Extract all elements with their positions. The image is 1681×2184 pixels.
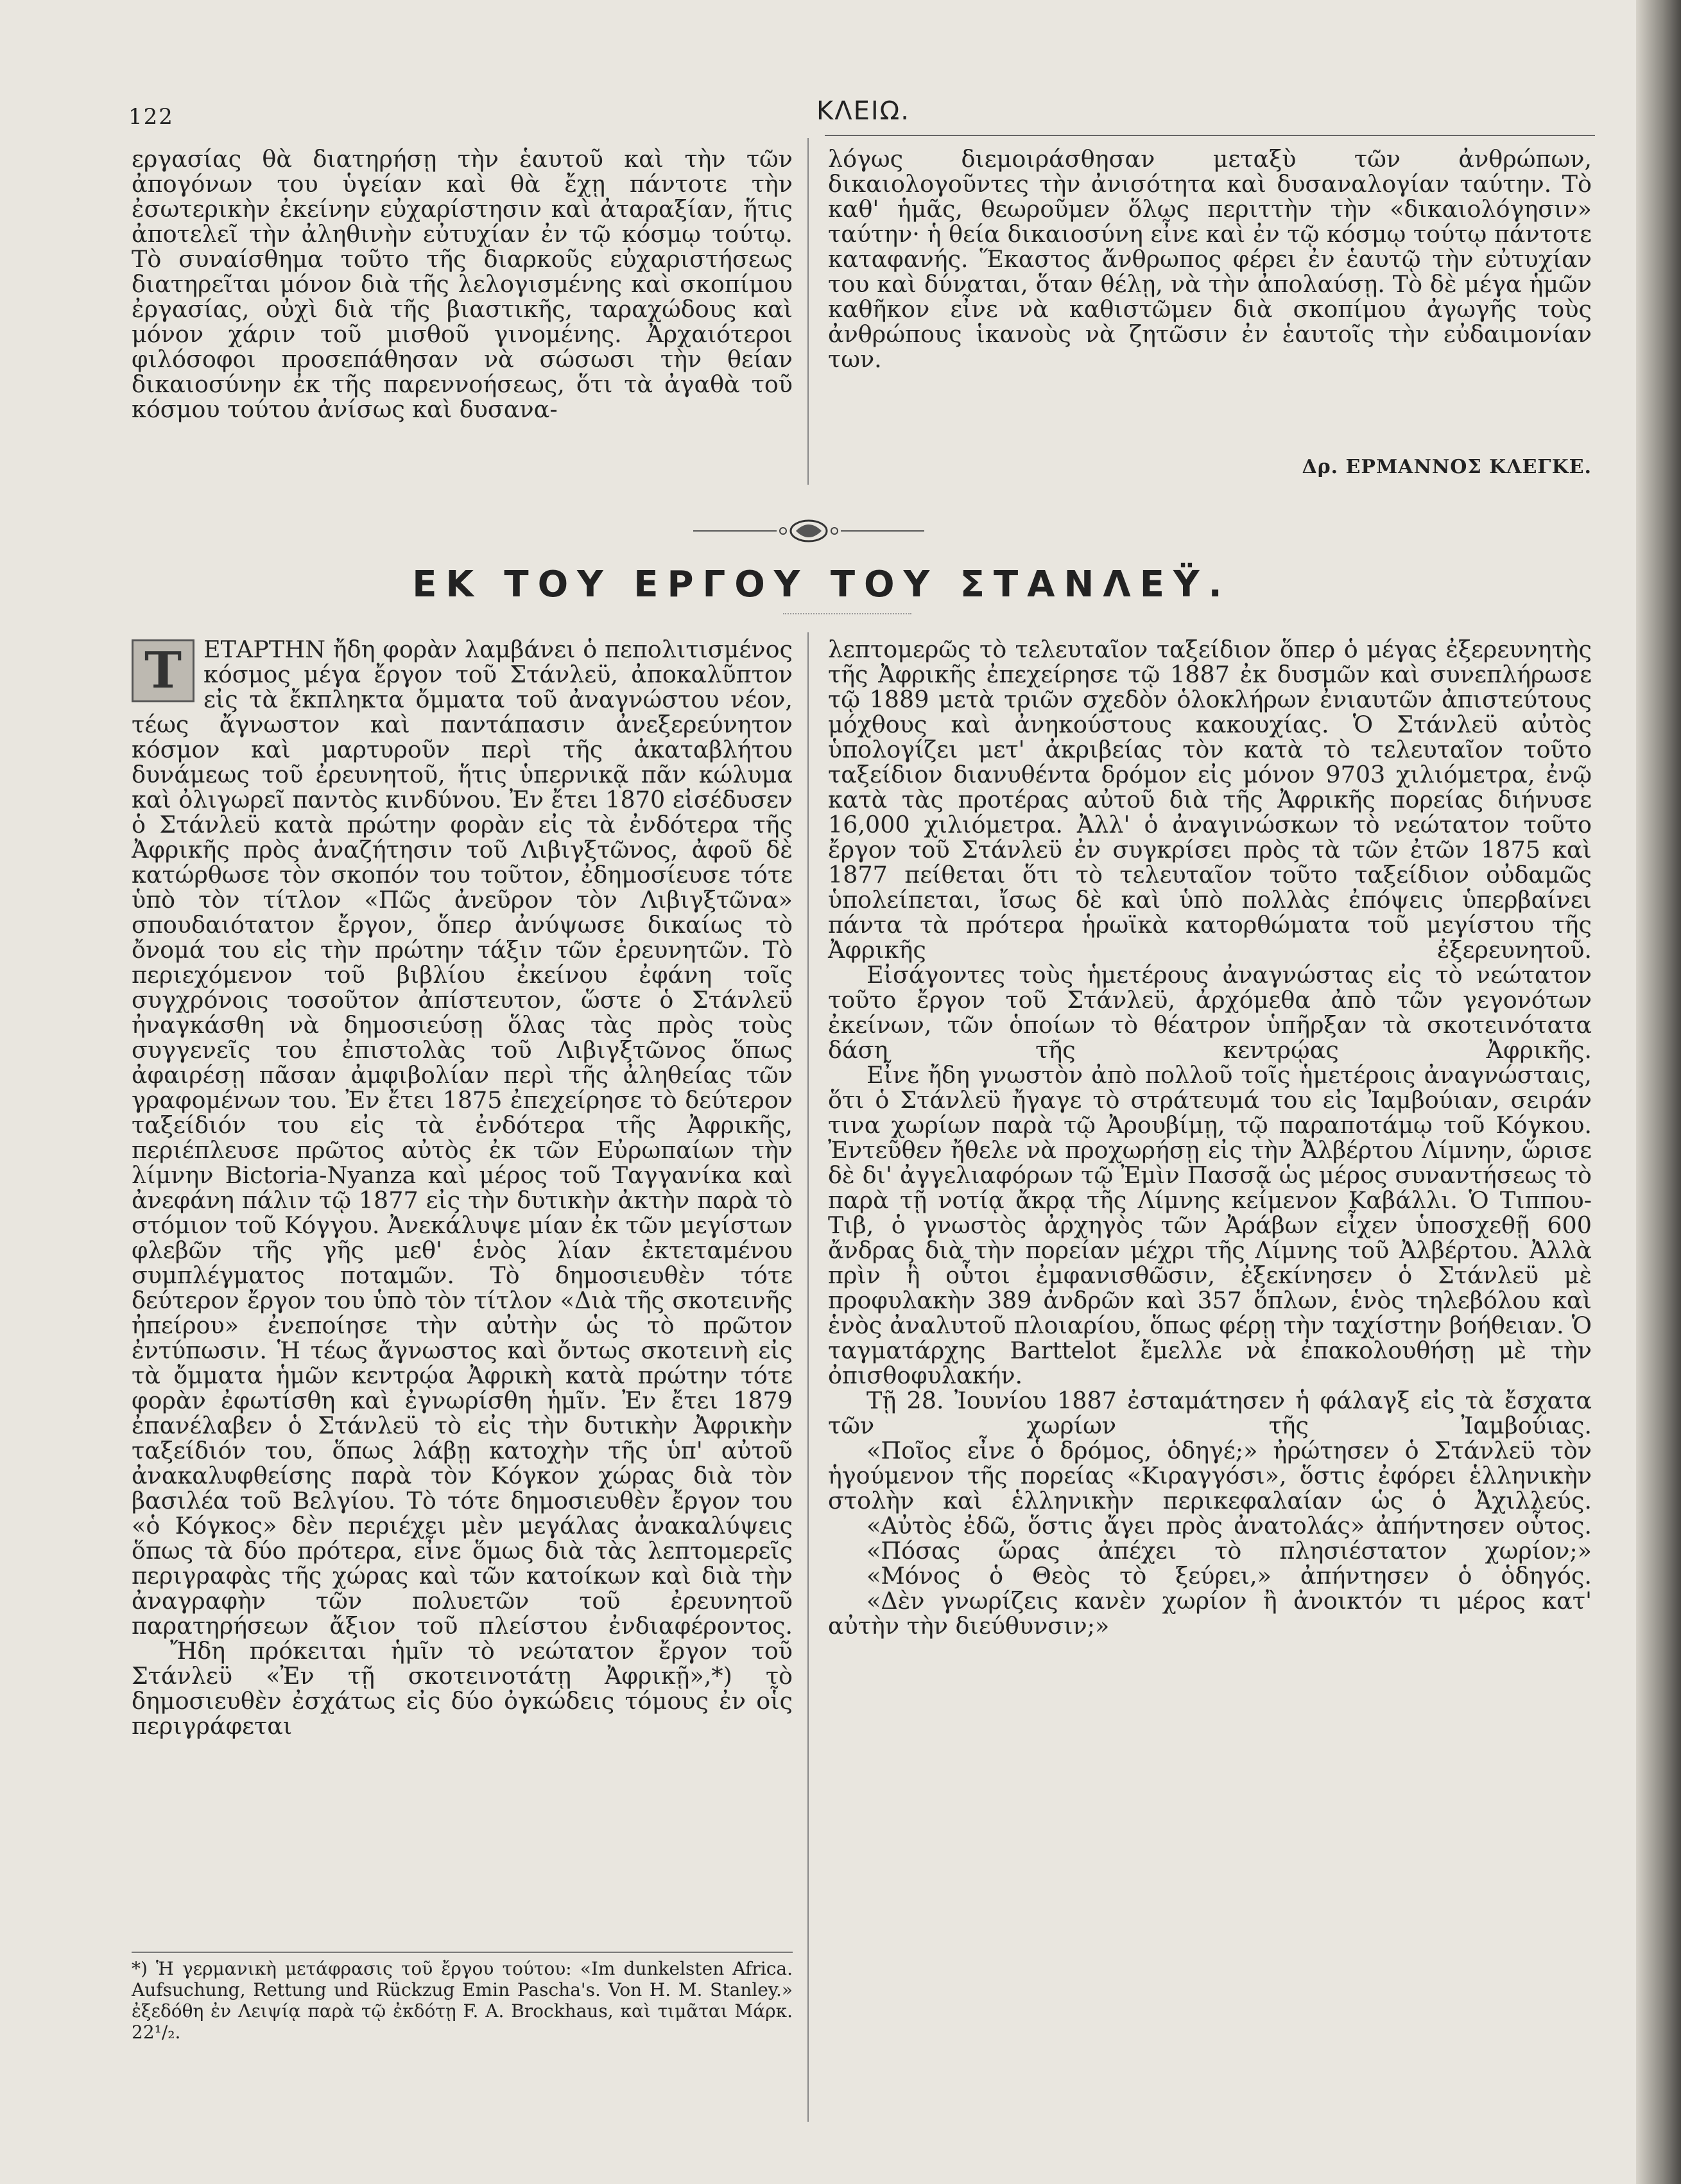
paragraph: Εἶνε ἤδη γνωστὸν ἀπὸ πολλοῦ τοῖς ἡμετέροις ἀναγνώσταις, ὅτι ὁ Στάνλεϋ ἤγαγε τὸ στράτευμά του εἰς Ἰαμβούιαν, σειράν τινα χωρίων παρὰ τῷ Ἀρουβίμῃ, τῷ παραποτάμῳ τοῦ Κόγκου. Ἐντεῦθεν ἤθελε νὰ προχωρήσῃ εἰς τὴν Ἀλβέρτου Λίμνην, ὥρισε δὲ δι' ἀγγελιαφόρων τῷ Ἐμὶν Πασσᾷ ὡς μέρος συναντήσεως τὸ παρὰ τῇ νοτίᾳ ἄκρᾳ τῆς Λίμνης κείμενον Καβάλλι. Ὁ Τιππου-Τιβ, ὁ γνωστὸς ἀρχηγὸς τῶν Ἀράβων εἶχεν ὑποσχεθῇ 600 ἄνδρας διὰ τὴν πορείαν μέχρι τῆς Λίμνης τοῦ Ἀλβέρτου. Ἀλλὰ πρὶν ἢ οὗτοι ἐμφανισθῶσιν, ἐξεκίνησεν ὁ Στάνλεϋ μὲ προφυλακὴν 389 ἀνδρῶν καὶ 357 ὅπλων, ἑνὸς τηλεβόλου καὶ ἑνὸς ἀναλυτοῦ πλοιαρίου, ὅπως φέρῃ τὴν ταχίστην βοήθειαν. Ὁ ταγματάρχης Barttelot ἔμελλε νὰ ἐπακολουθήσῃ μὲ τὴν ὀπισθοφυλακήν. <box>828 1061 1592 1389</box>
article-title: ΕΚ ΤΟΥ ΕΡΓΟΥ ΤΟΥ ΣΤΑΝΛΕΫ. <box>412 564 1231 605</box>
paragraph: λεπτομερῶς τὸ τελευταῖον ταξείδιον ὅπερ ὁ μέγας ἐξερευνητὴς τῆς Ἀφρικῆς ἐπεχείρησε τῷ 1887 ἐκ δυσμῶν καὶ συνεπλήρωσε τῷ 1889 μετὰ τριῶν σχεδὸν ὁλοκλήρων ἐνιαυτῶν ἀπιστεύτους μόχθους καὶ ἀνηκούστους κακουχίας. Ὁ Στάνλεϋ αὐτὸς ὑπολογίζει μετ' ἀκριβείας τὸν κατὰ τὸ τελευταῖον τοῦτο ταξείδιον διανυθέντα δρόμον εἰς μόνον 9703 χιλιόμετρα, ἐνῷ κατὰ τὰς προτέρας αὐτοῦ διὰ τῆς Ἀφρικῆς πορείας διήνυσε 16,000 χιλιόμετρα. Ἀλλ' ὁ ἀναγινώσκων τὸ νεώτατον τοῦτο ἔργον τοῦ Στάνλεϋ ἐν συγκρίσει πρὸς τὰ τῶν ἐτῶν 1875 καὶ 1877 πείθεται ὅτι τὸ τελευταῖον τοῦτο ταξείδιον οὐδαμῶς ὑπολείπεται, ἴσως δὲ καὶ ὑπὸ πολλὰς ἐπόψεις ὑπερβαίνει πάντα τὰ πρότερα ἡρωϊκὰ κατορθώματα τοῦ μεγίστου τῆς Ἀφρικῆς ἐξερευνητοῦ. <box>828 636 1592 964</box>
article-left-column <box>132 637 793 1946</box>
title-underline <box>783 613 911 614</box>
author-signature: Δρ. ΕΡΜΑΝΝΟΣ ΚΛΕΓΚΕ. <box>1302 456 1592 478</box>
journal-title: ΚΛΕΙΩ. <box>816 96 910 126</box>
dialogue-line: «Πόσας ὥρας ἀπέχει τὸ πλησιέστατον χωρίον;» <box>866 1537 1592 1564</box>
dialogue-line: «Αὐτὸς ἐδῶ, ὅστις ἄγει πρὸς ἀνατολάς» ἀπήντησεν οὗτος. <box>866 1512 1592 1539</box>
previous-article-right-column <box>828 146 1592 455</box>
paragraph: Ἤδη πρόκειται ἡμῖν τὸ νεώτατον ἔργον τοῦ Στάνλεϋ «Ἐν τῇ σκοτεινοτάτῃ Ἀφρικῇ»,*) τὸ δημοσιευθὲν ἐσχάτως εἰς δύο ὀγκώδεις τόμους ἐν οἷς περιγράφεται <box>132 1637 793 1740</box>
dialogue-line: «Μόνος ὁ Θεὸς τὸ ξεύρει,» ἀπήντησεν ὁ ὁδηγός. <box>866 1562 1592 1590</box>
running-head <box>128 96 1598 135</box>
header-rule <box>825 135 1595 136</box>
dialogue-line: «Δὲν γνωρίζεις κανὲν χωρίον ἢ ἀνοικτόν τι μέρος κατ' αὐτὴν τὴν διεύθυνσιν;» <box>828 1587 1592 1640</box>
footnote: *) Ἡ γερμανικὴ μετάφρασις τοῦ ἔργου τούτου: «Im dunkelsten Africa. Aufsuchung, Rettung und Rückzug Emin Pascha's. Von H. M. Stanley.» ἐξεδόθη ἐν Λειψίᾳ παρὰ τῷ ἐκδότῃ F. A. Brockhaus, καὶ τιμᾶται Μάρκ. 22¹/₂. <box>132 1958 793 2043</box>
column-divider <box>807 632 809 2122</box>
page-number: 122 <box>128 104 174 130</box>
paragraph: Εἰσάγοντες τοὺς ἡμετέρους ἀναγνώστας εἰς τὸ νεώτατον τοῦτο ἔργον τοῦ Στάνλεϋ, ἀρχόμεθα ἀπὸ τῶν γεγονότων ἐκείνων, τῶν ὁποίων τὸ θέατρον ὑπῆρξαν τὰ σκοτεινότατα δάση τῆς κεντρῴας Ἀφρικῆς. <box>828 961 1592 1064</box>
paragraph-text: ΕΤΑΡΤΗΝ ἤδη φορὰν λαμβάνει ὁ πεπολιτισμένος κόσμος μέγα ἔργον τοῦ Στάνλεϋ, ἀποκαλῦπτον εἰς τὰ ἔκπληκτα ὄμματα τοῦ ἀναγνώστου νέον, τέως ἄγνωστον καὶ παντάπασιν ἀνεξερεύνητον κόσμον καὶ μαρτυροῦν περὶ τῆς ἀκαταβλήτου δυνάμεως τοῦ ἐρευνητοῦ, ἥτις ὑπερνικᾷ πᾶν κώλυμα καὶ ὀλιγωρεῖ παντὸς κινδύνου. Ἐν ἔτει 1870 εἰσέδυσεν ὁ Στάνλεϋ κατὰ πρώτην φορὰν εἰς τὰ ἐνδότερα τῆς Ἀφρικῆς πρὸς ἀναζήτησιν τοῦ Λιβιγξτῶνος, ἀφοῦ δὲ κατώρθωσε τὸν σκοπόν του τοῦτον, ἐδημοσίευσε τότε ὑπὸ τὸν τίτλον «Πῶς ἀνεῦρον τὸν Λιβιγξτῶνα» σπουδαιότατον ἔργον, ὅπερ ἀνύψωσε δικαίως τὸ ὄνομά του εἰς τὴν πρώτην τάξιν τῶν ἐρευνητῶν. Τὸ περιεχόμενον τοῦ βιβλίου ἐκείνου ἐφάνη τοῖς συγχρόνοις τοσοῦτον ἀπίστευτον, ὥστε ὁ Στάνλεϋ ἠναγκάσθη νὰ δημοσιεύσῃ ὅλας τὰς πρὸς τοὺς συγγενεῖς του ἐπιστολὰς τοῦ Λιβιγξτῶνος ὅπως ἀφαιρέσῃ πᾶσαν ἀμφιβολίαν περὶ τῆς ἀληθείας τῶν γραφομένων του. Ἐν ἔτει 1875 ἐπεχείρησε τὸ δεύτερον ταξείδιόν του εἰς τὰ ἐνδότερα τῆς Ἀφρικῆς, περιέπλευσε πρῶτος αὐτὸς ἐκ τῶν Εὐρωπαίων τὴν λίμνην Bictoria-Nyanza καὶ μέρος τοῦ Ταγγανίκα καὶ ἀνεφάνη πάλιν τῷ 1877 εἰς τὴν δυτικὴν ἀκτὴν παρὰ τὸ στόμιον τοῦ Κόγγου. Ἀνεκάλυψε μίαν ἐκ τῶν μεγίστων φλεβῶν τῆς γῆς μεθ' ἑνὸς λίαν ἐκτεταμένου συμπλέγματος ποταμῶν. Τὸ δημοσιευθὲν τότε δεύτερον ἔργον του ὑπὸ τὸν τίτλον «Διὰ τῆς σκοτεινῆς ἠπείρου» ἐνεποίησε τὴν αὐτὴν ὡς τὸ πρῶτον ἐντύπωσιν. Ἡ τέως ἄγνωστος καὶ ὄντως σκοτεινὴ εἰς τὰ ὄμματα ἡμῶν κεντρῴα Ἀφρικὴ κατὰ πρώτην τότε φορὰν ἐφωτίσθη καὶ ἐγνωρίσθη ἡμῖν. Ἐν ἔτει 1879 ἐπανέλαβεν ὁ Στάνλεϋ τὸ εἰς τὴν δυτικὴν Ἀφρικὴν ταξείδιόν του, ὅπως λάβῃ κατοχὴν τῆς ὑπ' αὐτοῦ ἀνακαλυφθείσης παρὰ τὸν Κόγκον χώρας διὰ τὸν βασιλέα τοῦ Βελγίου. Τὸ τότε δημοσιευθὲν ἔργον του «ὁ Κόγκος» δὲν περιέχει μὲν μεγάλας ἀνακαλύψεις ὅπως τὰ δύο πρότερα, εἶνε ὅμως διὰ τὰς λεπτομερεῖς περιγραφὰς τῆς χώρας καὶ τῶν κατοίκων καὶ διὰ τὴν ἀναγραφὴν τῶν πολυετῶν τοῦ ἐρευνητοῦ παρατηρήσεων ἄξιον τοῦ πλείστου ἐνδιαφέροντος. <box>132 636 793 1640</box>
column-divider <box>807 138 809 485</box>
paragraph: λόγως διεμοιράσθησαν μεταξὺ τῶν ἀνθρώπων, δικαιολογοῦντες τὴν ἀνισότητα καὶ δυσαναλογίαν ταύτην. Τὸ καθ' ἡμᾶς, θεωροῦμεν ὅλως περιττὴν τὴν «δικαιολόγησιν» ταύτην· ἡ θεία δικαιοσύνη εἶνε καὶ ἐν τῷ κόσμῳ τούτῳ πάντοτε καταφανής. Ἕκαστος ἄνθρωπος φέρει ἐν ἑαυτῷ τὴν εὐτυχίαν του καὶ δύναται, ὅταν θέλῃ, νὰ τὴν ἀπολαύσῃ. Τὸ δὲ μέγα ἡμῶν καθῆκον εἶνε νὰ καθιστῶμεν διὰ σκοπίμου ἀγωγῆς τοὺς ἀνθρώπους ἱκανοὺς νὰ ζητῶσιν ἐν ἑαυτοῖς τὴν εὐδαιμονίαν των. <box>828 145 1592 373</box>
footnote-rule <box>132 1952 793 1953</box>
paragraph: εργασίας θὰ διατηρήσῃ τὴν ἑαυτοῦ καὶ τὴν τῶν ἀπογόνων του ὑγείαν καὶ θὰ ἔχῃ πάντοτε τὴν ἐσωτερικὴν ἐκείνην εὐχαρίστησιν καὶ ἀταραξίαν, ἥτις ἀποτελεῖ τὴν ἀληθινὴν εὐτυχίαν ἐν τῷ κόσμῳ τούτῳ. Τὸ συναίσθημα τοῦτο τῆς διαρκοῦς εὐχαριστήσεως διατηρεῖται μόνον διὰ τῆς λελογισμένης καὶ σκοπίμου ἐργασίας, οὐχὶ διὰ τῆς βιαστικῆς, ταραχώδους καὶ μόνον χάριν τοῦ μισθοῦ γινομένης. Ἀρχαιότεροι φιλόσοφοι προσεπάθησαν νὰ σώσωσι τὴν θείαν δικαιοσύνην ἐκ τῆς παρεννοήσεως, ὅτι τὰ ἀγαθὰ τοῦ κόσμου τούτου ἀνίσως καὶ δυσανα- <box>132 145 793 423</box>
intro-paragraph <box>132 637 793 1638</box>
previous-article-left-column <box>132 146 793 487</box>
page-binding-edge <box>1636 0 1681 2184</box>
ornament-divider <box>693 515 924 547</box>
drop-cap: Τ <box>132 639 194 702</box>
paragraph: Τῇ 28. Ἰουνίου 1887 ἐσταμάτησεν ἡ φάλαγξ εἰς τὰ ἔσχατα τῶν χωρίων τῆς Ἰαμβούιας. <box>828 1387 1592 1439</box>
dialogue-line: «Ποῖος εἶνε ὁ δρόμος, ὁδηγέ;» ἠρώτησεν ὁ Στάνλεϋ τὸν ἡγούμενον τῆς πορείας «Κιραγγόσι», ὅστις ἐφόρει ἑλληνικὴν στολὴν καὶ ἑλληνικὴν περικεφαλαίαν ὡς ὁ Ἀχιλλεύς. <box>828 1437 1592 1514</box>
article-right-column <box>828 637 1592 2152</box>
